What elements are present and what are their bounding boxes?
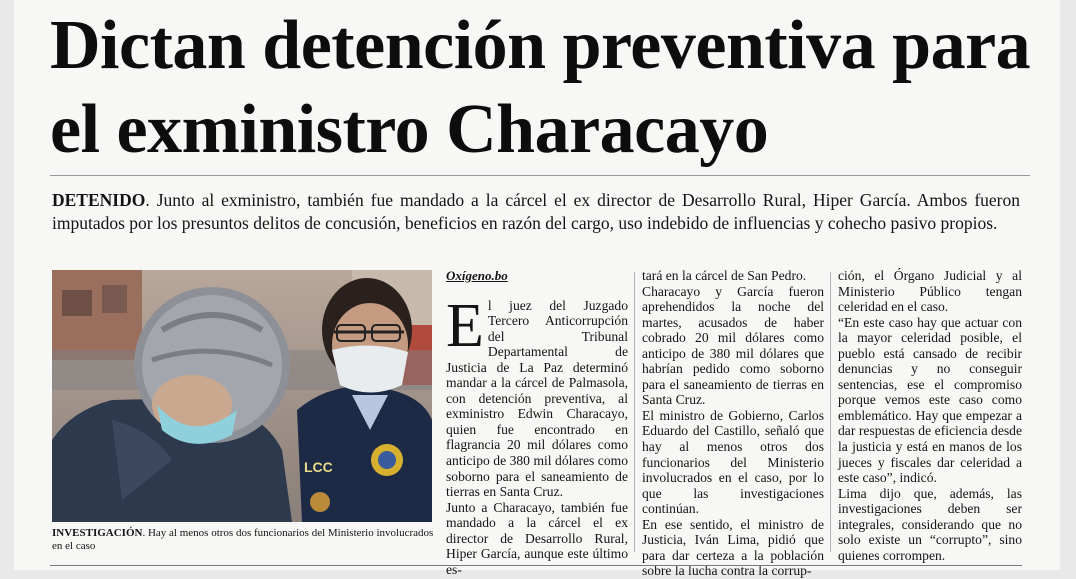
- lead-text: . Junto al exministro, también fue mandado a la cárcel el ex director de Desarrollo Rural, Hiper García. Ambos fueron imputados por los presuntos delitos de concusión, beneficios en razón del cargo, uso indebido de influencias y cohecho pasivo propios.: [52, 190, 1020, 233]
- paragraph: tará en la cárcel de San Pedro.: [642, 268, 807, 283]
- paragraph: ción, el Órgano Judicial y al Ministerio Público tengan celeridad en el caso.: [838, 268, 1022, 315]
- headline-divider: [50, 175, 1030, 176]
- paragraph: Characayo y García fueron aprehendidos la noche del martes, acusados de haber cobrado 20 mil dólares como anticipo de 380 mil dólares que habrían pedido como soborno para el saneamiento de tierras en Santa Cruz.: [642, 283, 824, 408]
- paragraph: En ese sentido, el ministro de Justicia, Iván Lima, pidió que para dar certeza a la población sobre la lucha contra la corrup-: [642, 516, 824, 579]
- paragraph: El ministro de Gobierno, Carlos Eduardo del Castillo, señaló que hay al menos otros dos funcionarios del Ministerio involucrados en el caso, por lo que las investigaciones continúan.: [642, 407, 824, 517]
- paragraph: Junto a Characayo, también fue mandado a la cárcel el ex director de Desarrollo Rural, Hiper García, aunque este último es-: [446, 499, 628, 577]
- drop-cap: E: [446, 291, 484, 360]
- article-lead: [52, 189, 1020, 235]
- photo-caption: [52, 527, 434, 553]
- page-bottom-rule: [50, 565, 1022, 566]
- caption-text: . Hay al menos otros dos funcionarios del Ministerio involucrados en el caso: [52, 527, 434, 552]
- article-photo: [52, 270, 432, 522]
- paragraph: “En este caso hay que actuar con la mayor celeridad posible, el pueblo está cansado de recibir denuncias y no conseguir sentencias, ese el compromiso porque vemos este caso como emblemático. Hay que empezar a dar respuestas de eficiencia desde la justicia y está en manos de los jueces y fiscales dar celeridad a este caso”, indicó.: [838, 314, 1022, 486]
- column-divider: [830, 272, 831, 552]
- photo-detained-man-with-officer-icon: [52, 270, 432, 522]
- paragraph: [446, 291, 628, 500]
- lead-kicker: DETENIDO: [52, 190, 146, 210]
- photo-badge-text: LCC: [304, 459, 333, 475]
- column-divider: [634, 272, 635, 552]
- article-headline: Dictan detención preventiva para el exministro Characayo: [50, 7, 1031, 168]
- article-column-3: [838, 268, 1022, 563]
- article-column-1: [446, 268, 628, 577]
- paragraph: Lima dijo que, además, las investigaciones deben ser integrales, considerando que no solo existe un “corrupto”, sino quienes corrompen.: [838, 485, 1022, 563]
- caption-kicker: INVESTIGACIÓN: [52, 527, 143, 539]
- article-column-2: [642, 268, 824, 579]
- article-byline[interactable]: Oxígeno.bo: [446, 268, 508, 283]
- paragraph-text: l juez del Juzgado Tercero Anticorrupción del Tribunal Departamental de Justicia de La Paz determinó mandar a la cárcel de Palmasola, con detención preventiva, al exministro Edwin Characayo, quien fue encontrado en flagrancia 20 mil dólares como anticipo de 380 mil dólares como soborno para el saneamiento de tierras en Santa Cruz.: [446, 297, 628, 500]
